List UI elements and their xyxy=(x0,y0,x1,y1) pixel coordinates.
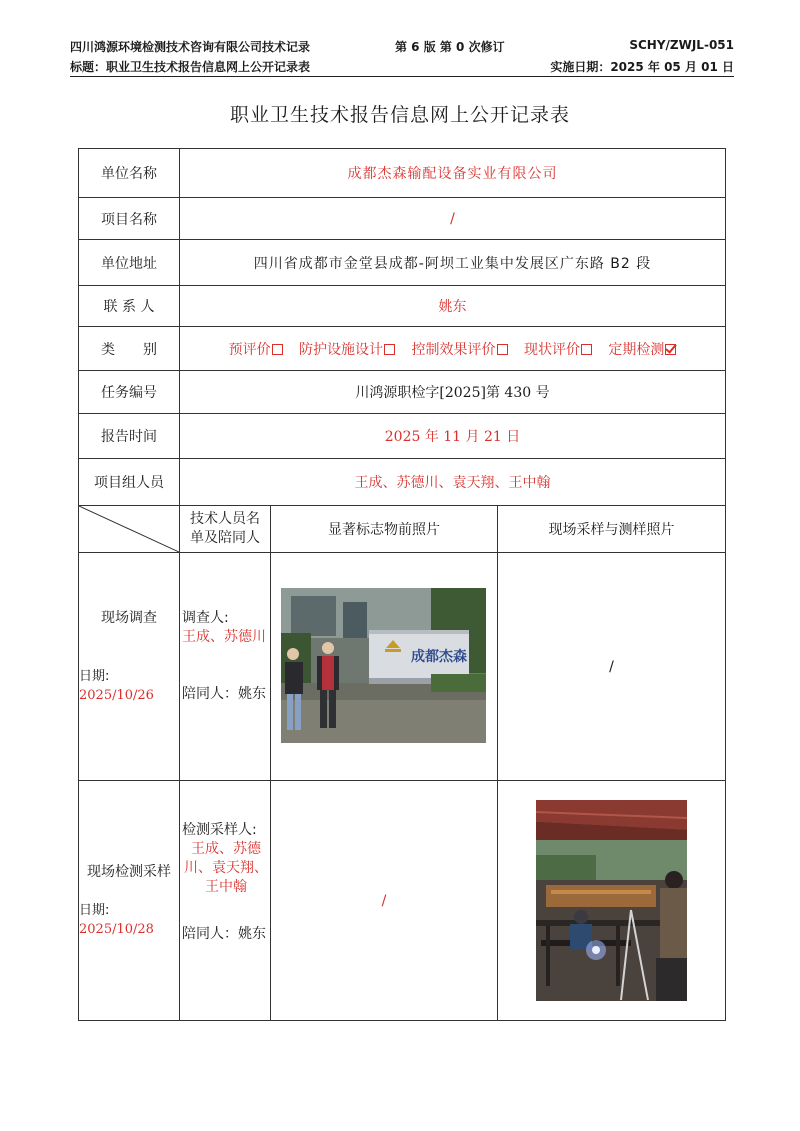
survey-row xyxy=(79,553,726,781)
version-text: 第 6 版 第 0 次修订 xyxy=(395,40,505,54)
unit-name-label: 单位名称 xyxy=(79,149,180,198)
photo-table-header xyxy=(79,506,726,553)
staff-column-header: 技术人员名 单及陪同人 xyxy=(180,506,271,553)
category-option: 现状评价 xyxy=(524,342,592,358)
category-option: 控制效果评价 xyxy=(412,342,508,358)
category-option: 定期检测 xyxy=(608,342,676,358)
sampling-companion: 陪同人：姚东 xyxy=(182,926,266,942)
row-team xyxy=(79,459,726,506)
company-sign-text: 成都杰森 xyxy=(411,649,467,665)
header-divider xyxy=(70,76,734,77)
row-project-name xyxy=(79,198,726,240)
report-time-label: 报告时间 xyxy=(79,414,180,459)
survey-companion: 陪同人：姚东 xyxy=(182,686,266,702)
survey-section-cell xyxy=(79,553,180,781)
survey-sampling-photo-cell: / xyxy=(498,553,726,781)
row-unit-name xyxy=(79,149,726,198)
sampling-date: 2025/10/28 xyxy=(79,922,154,937)
sampling-section-cell xyxy=(79,781,180,1021)
contact-label: 联 系 人 xyxy=(79,286,180,327)
category-label: 类 别 xyxy=(79,327,180,371)
category-option: 预评价 xyxy=(229,342,283,358)
category-options xyxy=(180,327,726,371)
subject-title: 标题：职业卫生技术报告信息网上公开记录表 xyxy=(70,60,311,74)
unit-name-value: 成都杰森输配设备实业有限公司 xyxy=(180,149,726,198)
task-no-value: 川鸿源职检字[2025]第 430 号 xyxy=(180,371,726,414)
checkbox-icon xyxy=(272,344,283,355)
sampling-row xyxy=(79,781,726,1021)
record-table xyxy=(78,148,726,1021)
survey-date-block: 日期: 2025/10/26 xyxy=(79,667,179,705)
row-contact xyxy=(79,286,726,327)
project-name-value: / xyxy=(180,198,726,240)
row-report-time xyxy=(79,414,726,459)
contact-value: 姚东 xyxy=(180,286,726,327)
checkbox-icon xyxy=(497,344,508,355)
sampling-photo xyxy=(536,800,687,1001)
survey-date: 2025/10/26 xyxy=(79,688,154,703)
sampling-column-header: 现场采样与测样照片 xyxy=(498,506,726,553)
team-value: 王成、苏德川、袁天翔、王中翰 xyxy=(180,459,726,506)
task-no-label: 任务编号 xyxy=(79,371,180,414)
unit-address-label: 单位地址 xyxy=(79,240,180,286)
document-header-line2 xyxy=(70,58,734,76)
category-option: 防护设施设计 xyxy=(299,342,395,358)
landmark-column-header: 显著标志物前照片 xyxy=(271,506,498,553)
sampling-date-block: 日期: 2025/10/28 xyxy=(79,901,179,939)
sampling-photo-cell xyxy=(498,781,726,1021)
sampling-staff: 检测采样人: 王成、苏德 川、袁天翔、 王中翰 xyxy=(182,822,268,895)
sampling-photo-image xyxy=(536,800,687,1001)
row-unit-address xyxy=(79,240,726,286)
diagonal-header-cell xyxy=(79,506,180,553)
survey-landmark-photo-cell xyxy=(271,553,498,781)
org-record-title: 四川鸿源环境检测技术咨询有限公司技术记录 xyxy=(70,40,311,54)
landmark-photo-image xyxy=(281,588,486,743)
sampling-title: 现场检测采样 xyxy=(87,864,171,880)
checkbox-checked-icon xyxy=(665,344,676,355)
unit-address-value: 四川省成都市金堂县成都-阿坝工业集中发展区广东路 B2 段 xyxy=(180,240,726,286)
report-time-value: 2025 年 11 月 21 日 xyxy=(180,414,726,459)
document-code: SCHY/ZWJL-051 xyxy=(629,38,734,52)
landmark-photo xyxy=(281,588,486,743)
checkbox-icon xyxy=(384,344,395,355)
survey-title: 现场调查 xyxy=(101,610,157,626)
team-label: 项目组人员 xyxy=(79,459,180,506)
row-category xyxy=(79,327,726,371)
project-name-label: 项目名称 xyxy=(79,198,180,240)
sampling-landmark-photo-cell: / xyxy=(271,781,498,1021)
checkbox-icon xyxy=(581,344,592,355)
sampling-staff-cell xyxy=(180,781,271,1021)
survey-investigators: 调查人: 王成、苏德川 xyxy=(182,610,266,645)
row-task-no xyxy=(79,371,726,414)
diagonal-line xyxy=(79,506,179,552)
document-header-line1 xyxy=(70,38,734,56)
effective-date: 实施日期：2025 年 05 月 01 日 xyxy=(550,60,734,74)
survey-staff-cell xyxy=(180,553,271,781)
page-title: 职业卫生技术报告信息网上公开记录表 xyxy=(229,104,570,126)
